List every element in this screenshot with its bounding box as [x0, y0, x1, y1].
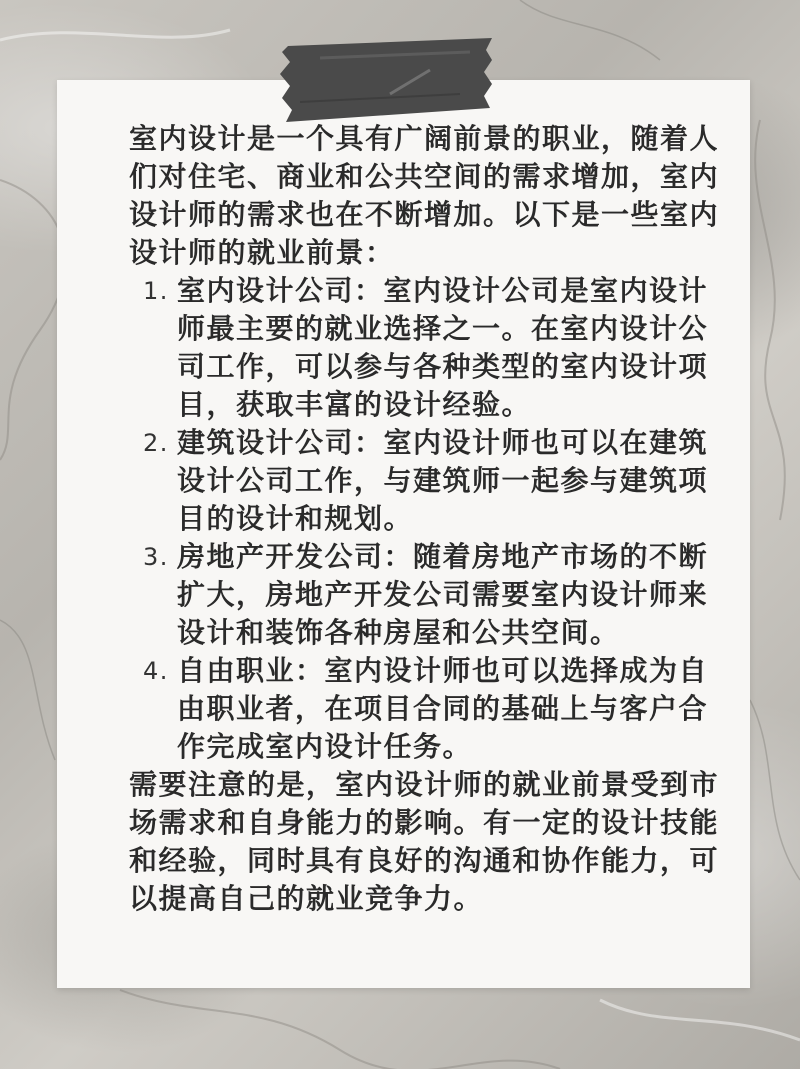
list-item [133, 538, 729, 652]
list-number: 1. [143, 277, 169, 305]
list-item [133, 424, 729, 538]
list-item-text: 室内设计公司：室内设计公司是室内设计师最主要的就业选择之一。在室内设计公司工作，可以参与各种类型的室内设计项目，获取丰富的设计经验。 [177, 274, 709, 421]
list-number: 3. [143, 543, 169, 571]
list-item [133, 272, 729, 424]
list-item-text: 自由职业：室内设计师也可以选择成为自由职业者，在项目合同的基础上与客户合作完成室内设计任务。 [177, 654, 709, 763]
note-paper [57, 80, 750, 988]
list-item-text: 房地产开发公司：随着房地产市场的不断扩大，房地产开发公司需要室内设计师来设计和装饰各种房屋和公共空间。 [177, 540, 709, 649]
list-number: 2. [143, 429, 169, 457]
prospect-list [129, 272, 729, 766]
conclusion-paragraph: 需要注意的是，室内设计师的就业前景受到市场需求和自身能力的影响。有一定的设计技能和经验，同时具有良好的沟通和协作能力，可以提高自己的就业竞争力。 [129, 768, 720, 915]
note-content [129, 120, 729, 918]
list-item [133, 652, 729, 766]
list-number: 4. [143, 657, 169, 685]
list-item-text: 建筑设计公司：室内设计师也可以在建筑设计公司工作，与建筑师一起参与建筑项目的设计和规划。 [177, 426, 709, 535]
tape-strip [280, 38, 495, 122]
intro-paragraph: 室内设计是一个具有广阔前景的职业，随着人们对住宅、商业和公共空间的需求增加，室内设计师的需求也在不断增加。以下是一些室内设计师的就业前景： [129, 122, 720, 269]
